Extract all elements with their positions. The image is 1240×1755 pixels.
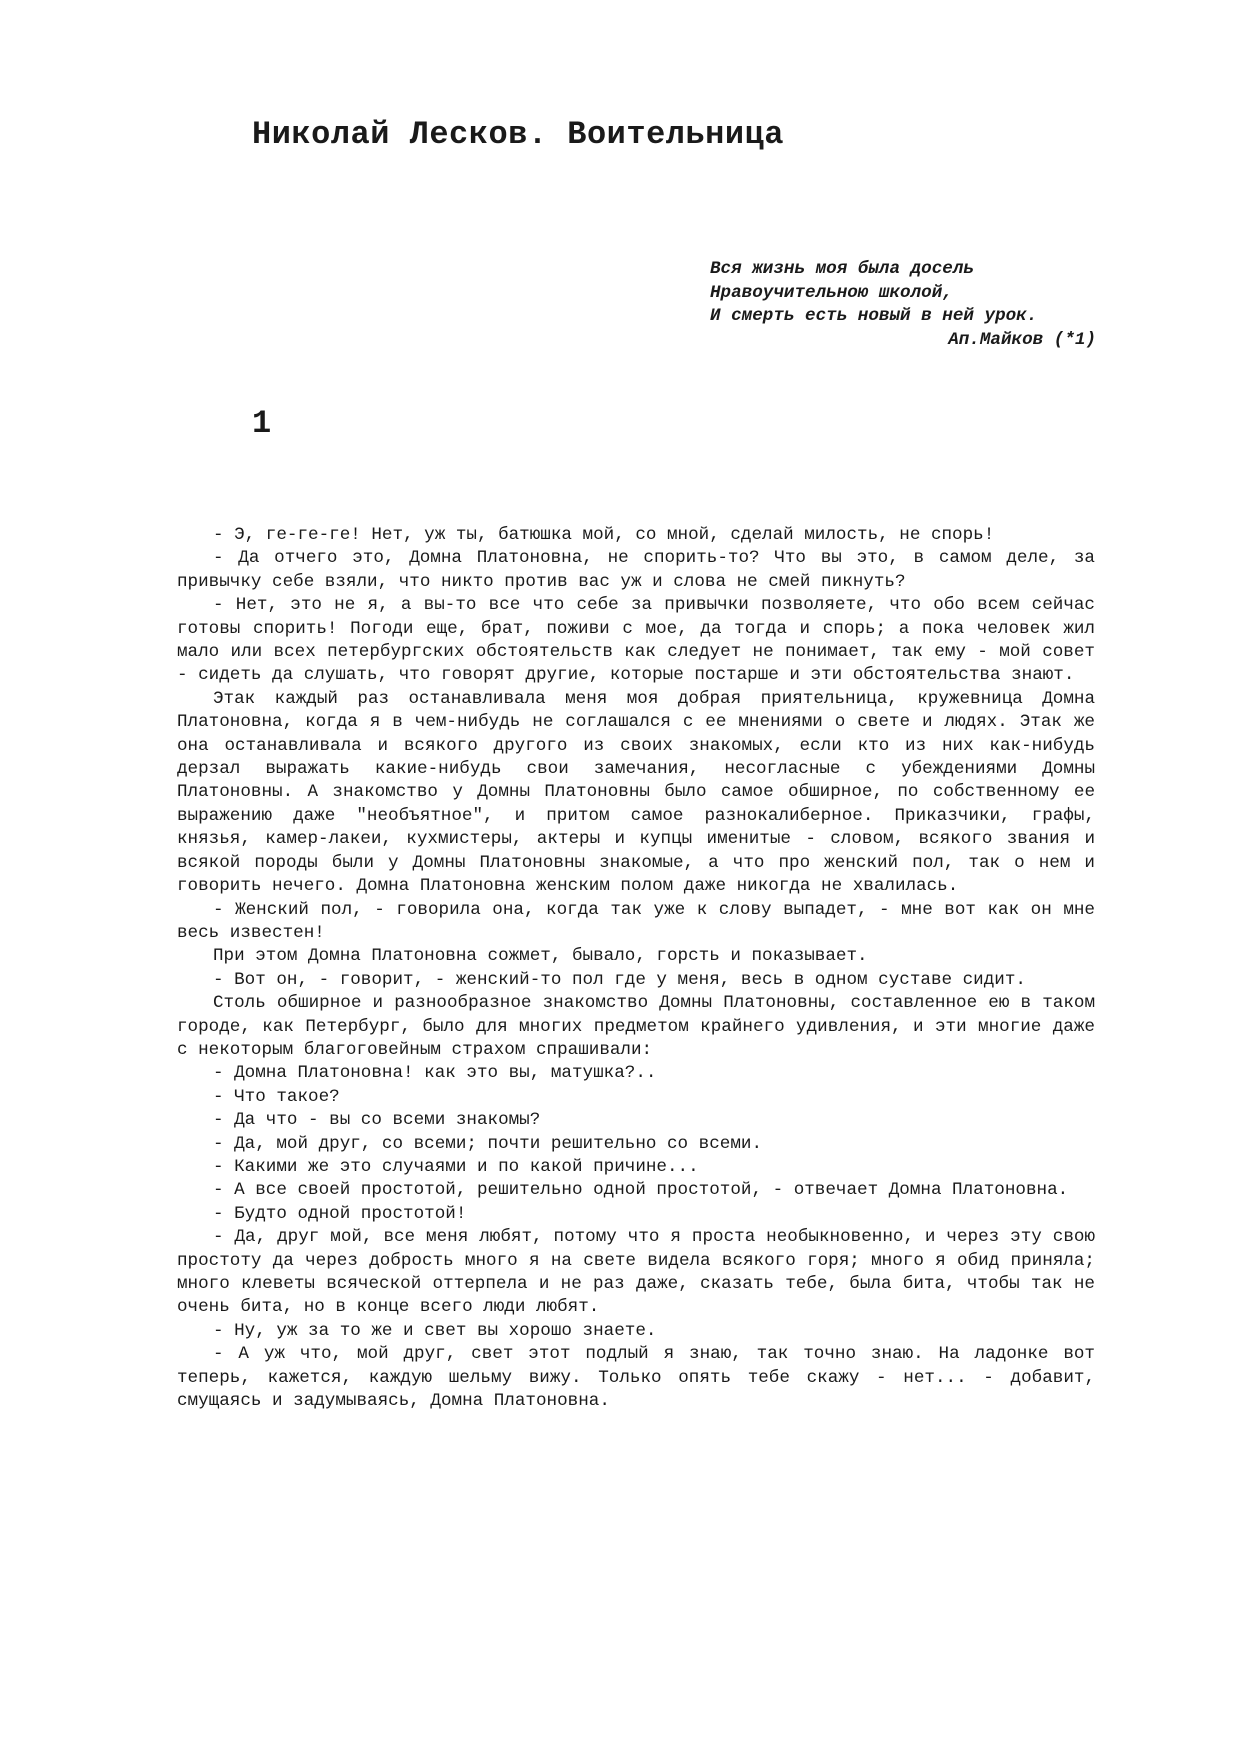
epigraph-line: И смерть есть новый в ней урок.: [710, 306, 1038, 326]
paragraph: При этом Домна Платоновна сожмет, бывало, горсть и показывает.: [213, 946, 868, 967]
document-title: Николай Лесков. Воительница: [252, 116, 784, 153]
paragraph: - Да что - вы со всеми знакомы?: [213, 1110, 541, 1131]
chapter-number: 1: [252, 405, 272, 442]
paragraph: - Да отчего это, Домна Платоновна, не спорить-то? Что вы это, в самом деле, за привычку себе взяли, что никто против вас уж и слова не смей пикнуть?: [177, 548, 1095, 592]
paragraph: - Да, мой друг, со всеми; почти решительно со всеми.: [213, 1133, 763, 1154]
epigraph-author: Ап.Майков (*1): [948, 329, 1096, 350]
epigraph-line: Нравоучительною школой,: [710, 282, 953, 303]
paragraph: - А уж что, мой друг, свет этот подлый я знаю, так точно знаю. На ладонке вот теперь, кажется, каждую шельму вижу. Только опять тебе скажу - нет... - добавит, смущаясь и задумываясь, Домна Платоновна.: [177, 1344, 1095, 1412]
paragraph: - Нет, это не я, а вы-то все что себе за привычки позволяете, что обо всем сейчас готовы спорить! Погоди еще, брат, поживи с мое, да тогда и спорь; а пока человек жил мало или всех петербургских обстоятельств как следует не понимает, так ему - мой совет - сидеть да слушать, что говорят другие, которые постарше и эти обстоятельства знают.: [177, 595, 1095, 686]
paragraph: Столь обширное и разнообразное знакомство Домны Платоновны, составленное ею в таком городе, как Петербург, было для многих предметом крайнего удивления, и эти многие даже с некоторым благоговейным страхом спрашивали:: [177, 993, 1095, 1060]
paragraph: - Женский пол, - говорила она, когда так уже к слову выпадет, - мне вот как он мне весь известен!: [177, 899, 1095, 943]
paragraph: Этак каждый раз останавливала меня моя добрая приятельница, кружевница Домна Платоновна, когда я в чем-нибудь не соглашался с ее мнениями о свете и людях. Этак же она останавливала и всякого другого из своих знакомых, если кто из них как-нибудь дерзал выражать какие-нибудь свои замечания, несогласные с убеждениями Домны Платоновны. А знакомство у Домны Платоновны было самое обширное, по собственному ее выражению даже "необъятное", и притом самое разнокалиберное. Приказчики, графы, князья, камер-лакеи, кухмистеры, актеры и купцы именитые - словом, всякого звания и всякой породы были у Домны Платоновны знакомые, а что про женский пол, так о нем и говорить нечего. Домна Платоновна женским полом даже никогда не хвалилась.: [177, 688, 1095, 897]
paragraph: - Какими же это случаями и по какой причине...: [213, 1156, 699, 1177]
paragraph: - А все своей простотой, решительно одной простотой, - отвечает Домна Платоновна.: [213, 1180, 1069, 1201]
paragraph: - Будто одной простотой!: [213, 1203, 467, 1224]
epigraph: [710, 258, 1096, 352]
paragraph: - Да, друг мой, все меня любят, потому что я проста необыкновенно, и через эту свою простоту да через добрость много я на свете видела всякого горя; много я обид приняла; много клеветы всяческой оттерпела и не раз даже, сказать тебе, была бита, чтобы так не очень бита, но в конце всего люди любят.: [177, 1227, 1095, 1318]
paragraph: - Э, ге-ге-ге! Нет, уж ты, батюшка мой, со мной, сделай милость, не спорь!: [213, 525, 995, 545]
paragraph: - Ну, уж за то же и свет вы хорошо знаете.: [213, 1320, 657, 1341]
paragraph: - Домна Платоновна! как это вы, матушка?..: [213, 1063, 657, 1084]
paragraph: - Что такое?: [213, 1086, 340, 1107]
paragraph: - Вот он, - говорит, - женский-то пол где у меня, весь в одном суставе сидит.: [213, 969, 1026, 990]
body-text: [177, 524, 1095, 1413]
epigraph-line: Вся жизнь моя была досель: [710, 259, 974, 279]
